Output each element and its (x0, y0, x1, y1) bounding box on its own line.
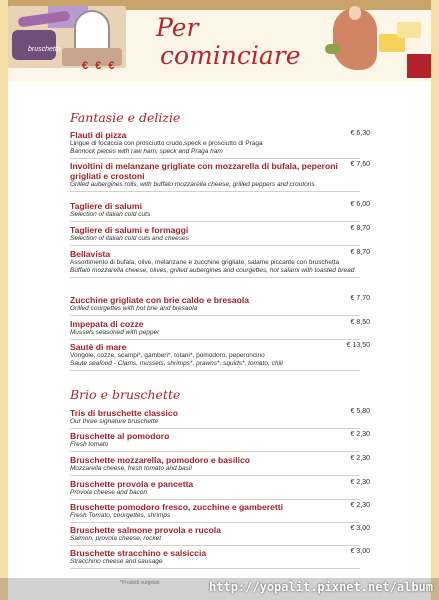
header-banner (8, 0, 431, 82)
item-price: € 8,70 (350, 249, 370, 256)
menu-item (70, 455, 370, 476)
item-price: € 8,70 (350, 225, 370, 232)
watermark-text: http://yopalit.pixnet.net/album (209, 580, 433, 594)
ham-bone-icon (349, 6, 361, 20)
red-corner-decoration (407, 54, 431, 78)
section-title: Brio e bruschette (70, 387, 181, 402)
pot-icon (12, 30, 56, 60)
item-description-en: Grilled aubergines rolls, with buffalo mozzarella cheese, grilled peppers and croutons (70, 181, 315, 188)
menu-item (70, 161, 370, 192)
item-price: € 3,00 (350, 525, 370, 532)
item-name: Bruschette salmone provola e rucola (70, 525, 221, 535)
item-price: € 7,70 (350, 295, 370, 302)
item-name: Tagliere di salumi e formaggi (70, 225, 189, 235)
item-name: Bruschette provola e pancetta (70, 479, 194, 489)
item-name: Impepata di cozze (70, 319, 144, 329)
cheese-wedge-icon (397, 22, 421, 38)
item-description: Vongole, cozze, scampi*, gamberi*, totani*, pomodoro, peperoncino (70, 352, 265, 359)
item-name: Bruschette pomodoro fresco, zucchine e gamberetti (70, 502, 283, 512)
item-price: € 6,00 (350, 201, 370, 208)
item-name: Tris di bruschette classico (70, 408, 178, 418)
item-name: Bellavista (70, 249, 111, 259)
leaf-icon (325, 44, 341, 54)
kitchen-illustration (8, 6, 126, 72)
item-price: € 5,80 (350, 408, 370, 415)
item-name: Bruschette mozzarella, pomodoro e basilico (70, 455, 251, 465)
menu-item (70, 319, 370, 340)
menu-item (70, 431, 370, 452)
menu-item (70, 479, 370, 500)
item-description: Lingue di focaccia con prosciutto crudo,speck e prosciutto di Praga (70, 140, 263, 147)
item-price: € 2,30 (350, 455, 370, 462)
red-letters-decoration: € € € (82, 60, 117, 72)
title-line-2: cominciare (160, 41, 301, 70)
item-name: Tagliere di salumi (70, 201, 142, 211)
item-description-en: Mussels seasoned with pepper (70, 329, 160, 336)
item-description-en: Selection of italian cold cuts and cheeses (70, 235, 189, 242)
item-description-en: Salmon, provola cheese, rocket (70, 535, 162, 542)
item-price: € 8,50 (350, 319, 370, 326)
item-description-en: Our three signature bruschette (70, 418, 159, 425)
item-name: Zucchine grigliate con brie caldo e bresaola (70, 295, 250, 305)
menu-item (70, 201, 370, 222)
item-description: Assortimento di bufala, olive, melanzane e zucchine grigliate, salame piccante con bruschetta (70, 259, 340, 266)
item-description-en: Fresh tomato (70, 441, 109, 448)
left-border (0, 0, 8, 600)
page-title (156, 14, 301, 70)
item-price: € 7,60 (350, 161, 370, 168)
ham-cheese-illustration (311, 0, 431, 82)
item-description-en: Grilled courgettes with hot brie and bresaola (70, 305, 198, 312)
menu-item (70, 502, 370, 523)
menu-item (70, 342, 370, 371)
item-price: € 2,30 (350, 431, 370, 438)
item-description-en: Provola cheese and bacon (70, 489, 147, 496)
menu-item (70, 130, 370, 159)
item-name: Bruschette stracchino e salsiccia (70, 548, 207, 558)
menu-item (70, 249, 370, 278)
item-description-en: Saute seafood - Clams, mussels, shrimps*, prawns*, squids*, tomato, chili (70, 360, 283, 367)
item-price: € 2,30 (350, 502, 370, 509)
menu-item (70, 295, 370, 316)
item-description-en: Stracchino cheese and sausage (70, 558, 163, 565)
item-name: Flauti di pizza (70, 130, 127, 140)
item-name: Involtini di melanzane grigliate con mozzarella di bufala, peperoni grigliati e crostoni (70, 161, 338, 181)
item-price: € 13,50 (346, 342, 370, 349)
deco-label: bruschetta (28, 46, 61, 53)
item-description-en: Buffalo mozzarella cheese, olives, grilled aubergines and courgettes, hot salami with toasted bread (70, 267, 355, 274)
item-description-en: Bannock pieces with raw ham, speck and Praga ham (70, 148, 223, 155)
menu-item (70, 225, 370, 246)
title-line-1: Per (156, 13, 199, 42)
menu-item (70, 408, 370, 429)
menu-item (70, 548, 370, 569)
item-description-en: Mozzarella cheese, fresh tomato and basil (70, 465, 192, 472)
right-border (431, 0, 439, 600)
item-price: € 2,30 (350, 479, 370, 486)
section-title: Fantasie e delizie (70, 110, 181, 125)
item-name: Bruschette al pomodoro (70, 431, 170, 441)
item-price: € 3,00 (350, 548, 370, 555)
item-price: € 6,30 (350, 130, 370, 137)
item-description-en: Fresh Tomato, courgettes, shrimps (70, 512, 171, 519)
footer-note: *Prodotti surgelati (120, 580, 160, 586)
item-name: Sautè di mare (70, 342, 127, 352)
menu-item (70, 525, 370, 546)
item-description-en: Selection of italian cold cuts (70, 211, 151, 218)
